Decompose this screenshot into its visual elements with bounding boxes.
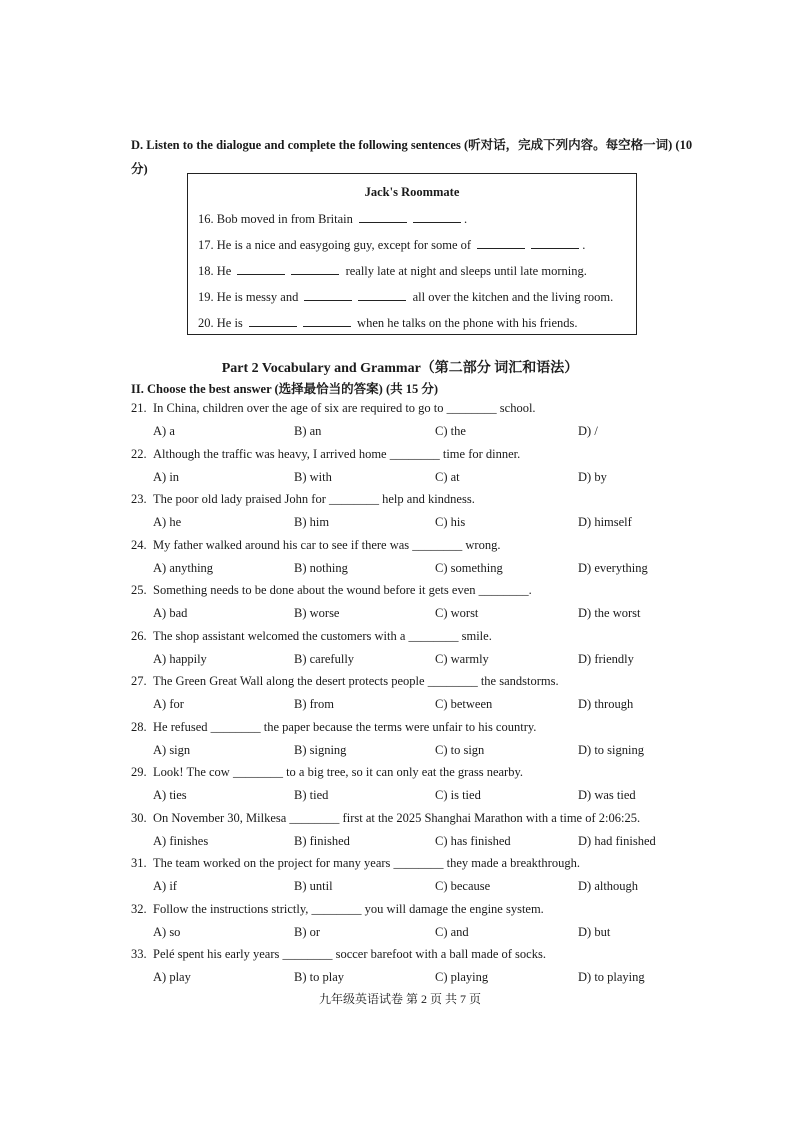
question-number: 32. bbox=[131, 901, 147, 916]
item-number: 20. bbox=[198, 316, 214, 330]
option-row bbox=[153, 652, 673, 672]
question-stem: He refused ________ the paper because the terms were unfair to his country. bbox=[153, 719, 537, 734]
question-number: 21. bbox=[131, 401, 147, 415]
option-row bbox=[153, 788, 673, 808]
item-text-before: Bob moved in from Britain bbox=[216, 212, 353, 226]
answer-option[interactable]: B) nothing bbox=[294, 560, 348, 575]
answer-option[interactable]: C) the bbox=[435, 424, 466, 438]
question-22 bbox=[131, 447, 691, 467]
question-26 bbox=[131, 629, 691, 649]
answer-option[interactable]: D) was tied bbox=[578, 788, 636, 802]
question-stem: On November 30, Milkesa ________ first at the 2025 Shanghai Marathon with a time of 2:06:25. bbox=[153, 810, 641, 825]
answer-option[interactable]: B) or bbox=[294, 924, 321, 939]
answer-option[interactable]: A) so bbox=[153, 924, 181, 939]
section-ii-heading: II. Choose the best answer (选择最恰当的答案) (共 15 分) bbox=[131, 382, 439, 396]
question-number: 30. bbox=[131, 810, 147, 825]
answer-option[interactable]: C) at bbox=[435, 469, 460, 484]
question-number: 31. bbox=[131, 856, 147, 870]
answer-option[interactable]: B) to play bbox=[294, 970, 344, 984]
answer-option[interactable]: C) something bbox=[435, 560, 503, 575]
item-text-before: He is a nice and easygoing guy, except for some of bbox=[216, 238, 472, 252]
answer-option[interactable]: A) bad bbox=[153, 606, 188, 620]
answer-option[interactable]: A) he bbox=[153, 515, 182, 529]
question-number: 23. bbox=[131, 492, 147, 506]
option-row bbox=[153, 424, 673, 444]
answer-option[interactable]: D) the worst bbox=[578, 606, 641, 620]
question-27 bbox=[131, 674, 691, 694]
part2-title: Part 2 Vocabulary and Grammar（第二部分 词汇和语法） bbox=[221, 361, 579, 376]
box-title: Jack's Roommate bbox=[364, 185, 460, 199]
answer-option[interactable]: D) to playing bbox=[578, 970, 645, 984]
question-32 bbox=[131, 902, 691, 922]
answer-option[interactable]: D) everything bbox=[578, 560, 648, 575]
question-stem: Although the traffic was heavy, I arrived home ________ time for dinner. bbox=[153, 446, 521, 461]
question-stem: The poor old lady praised John for ________ help and kindness. bbox=[153, 492, 475, 506]
fill-item-20 bbox=[198, 315, 578, 331]
answer-option[interactable]: C) worst bbox=[435, 606, 479, 620]
fill-item-18 bbox=[198, 263, 587, 279]
answer-option[interactable]: A) happily bbox=[153, 651, 207, 666]
answer-option[interactable]: D) by bbox=[578, 469, 607, 484]
question-25 bbox=[131, 583, 691, 603]
answer-blank[interactable] bbox=[477, 237, 525, 249]
question-stem: The team worked on the project for many years ________ they made a breakthrough. bbox=[153, 856, 580, 870]
question-number: 29. bbox=[131, 765, 147, 779]
question-stem: Follow the instructions strictly, ________ you will damage the engine system. bbox=[153, 901, 544, 916]
answer-option[interactable]: C) because bbox=[435, 879, 491, 893]
option-row bbox=[153, 970, 673, 990]
item-text-before: He bbox=[216, 264, 232, 278]
answer-blank[interactable] bbox=[291, 263, 339, 275]
option-row bbox=[153, 515, 673, 535]
answer-option[interactable]: D) but bbox=[578, 924, 611, 939]
answer-blank[interactable] bbox=[249, 315, 297, 327]
item-text-after: when he talks on the phone with his friends. bbox=[357, 316, 578, 330]
question-23 bbox=[131, 492, 691, 512]
answer-option[interactable]: A) anything bbox=[153, 560, 214, 575]
option-row bbox=[153, 879, 673, 899]
option-row bbox=[153, 743, 673, 763]
answer-blank[interactable] bbox=[237, 263, 285, 275]
answer-option[interactable]: C) his bbox=[435, 515, 466, 529]
question-number: 28. bbox=[131, 719, 147, 734]
answer-option[interactable]: A) ties bbox=[153, 788, 187, 802]
answer-option[interactable]: B) an bbox=[294, 424, 322, 438]
question-29 bbox=[131, 765, 691, 785]
item-number: 19. bbox=[198, 290, 214, 304]
option-row bbox=[153, 834, 673, 854]
option-row bbox=[153, 606, 673, 626]
fill-item-19 bbox=[198, 289, 613, 305]
question-21 bbox=[131, 401, 691, 421]
answer-blank[interactable] bbox=[304, 289, 352, 301]
answer-option[interactable]: B) tied bbox=[294, 788, 329, 802]
item-text-after: all over the kitchen and the living room. bbox=[412, 290, 614, 304]
question-number: 26. bbox=[131, 628, 147, 643]
question-stem: In China, children over the age of six are required to go to ________ school. bbox=[153, 401, 536, 415]
answer-option[interactable]: A) finishes bbox=[153, 833, 209, 848]
answer-option[interactable]: D) had finished bbox=[578, 833, 656, 848]
question-stem: The shop assistant welcomed the customers with a ________ smile. bbox=[153, 628, 492, 643]
answer-option[interactable]: B) until bbox=[294, 879, 333, 893]
fill-item-16 bbox=[198, 211, 467, 227]
answer-blank[interactable] bbox=[359, 211, 407, 223]
question-stem: My father walked around his car to see if there was ________ wrong. bbox=[153, 537, 501, 552]
item-text-before: He is messy and bbox=[216, 290, 299, 304]
answer-option[interactable]: D) himself bbox=[578, 515, 632, 529]
item-text-after: . bbox=[582, 238, 586, 252]
answer-option[interactable]: B) worse bbox=[294, 606, 340, 620]
question-number: 27. bbox=[131, 674, 147, 688]
question-28 bbox=[131, 720, 691, 740]
answer-option[interactable]: A) play bbox=[153, 970, 191, 984]
answer-option[interactable]: C) warmly bbox=[435, 651, 489, 666]
answer-blank[interactable] bbox=[303, 315, 351, 327]
question-30 bbox=[131, 811, 691, 831]
question-stem: The Green Great Wall along the desert protects people ________ the sandstorms. bbox=[153, 674, 559, 688]
answer-option[interactable]: C) and bbox=[435, 924, 469, 939]
answer-option[interactable]: A) for bbox=[153, 697, 184, 711]
question-24 bbox=[131, 538, 691, 558]
answer-blank[interactable] bbox=[358, 289, 406, 301]
answer-option[interactable]: D) / bbox=[578, 424, 598, 438]
answer-blank[interactable] bbox=[413, 211, 461, 223]
answer-option[interactable]: A) if bbox=[153, 879, 177, 893]
question-31 bbox=[131, 856, 691, 876]
answer-option[interactable]: B) finished bbox=[294, 833, 350, 848]
question-number: 33. bbox=[131, 947, 147, 961]
answer-option[interactable]: B) carefully bbox=[294, 651, 355, 666]
answer-option[interactable]: D) although bbox=[578, 879, 639, 893]
fill-item-17 bbox=[198, 237, 585, 253]
item-number: 17. bbox=[198, 238, 214, 252]
question-33 bbox=[131, 947, 691, 967]
answer-option[interactable]: A) in bbox=[153, 469, 180, 484]
section-d-heading: D. Listen to the dialogue and complete the following sentences (听对话，完成下列内容。每空格一词) (10 分) bbox=[131, 138, 693, 176]
answer-option[interactable]: C) between bbox=[435, 697, 493, 711]
question-stem: Look! The cow ________ to a big tree, so it can only eat the grass nearby. bbox=[153, 765, 524, 779]
question-number: 24. bbox=[131, 537, 147, 552]
answer-option[interactable]: D) through bbox=[578, 697, 634, 711]
page-footer: 九年级英语试卷 第 2 页 共 7 页 bbox=[318, 992, 481, 1006]
answer-option[interactable]: C) has finished bbox=[435, 833, 511, 848]
option-row bbox=[153, 925, 673, 945]
answer-option[interactable]: A) sign bbox=[153, 742, 191, 757]
question-stem: Pelé spent his early years ________ soccer barefoot with a ball made of socks. bbox=[153, 947, 546, 961]
item-text-after: . bbox=[463, 212, 468, 226]
answer-option[interactable]: B) from bbox=[294, 697, 334, 711]
item-number: 18. bbox=[198, 264, 214, 278]
question-number: 22. bbox=[131, 446, 147, 461]
item-text-before: He is bbox=[216, 316, 243, 330]
item-number: 16. bbox=[198, 212, 214, 226]
answer-option[interactable]: B) signing bbox=[294, 742, 347, 757]
roommate-box bbox=[187, 173, 637, 335]
option-row bbox=[153, 697, 673, 717]
answer-option[interactable]: C) to sign bbox=[435, 742, 485, 757]
answer-option[interactable]: D) friendly bbox=[578, 651, 634, 666]
answer-option[interactable]: C) is tied bbox=[435, 788, 481, 802]
item-text-after: really late at night and sleeps until late morning. bbox=[345, 264, 587, 278]
answer-option[interactable]: A) a bbox=[153, 424, 175, 438]
answer-option[interactable]: D) to signing bbox=[578, 742, 644, 757]
question-stem: Something needs to be done about the wound before it gets even ________. bbox=[153, 583, 532, 597]
question-number: 25. bbox=[131, 583, 147, 597]
option-row bbox=[153, 561, 673, 581]
option-row bbox=[153, 470, 673, 490]
answer-option[interactable]: B) him bbox=[294, 515, 330, 529]
answer-blank[interactable] bbox=[531, 237, 579, 249]
answer-option[interactable]: C) playing bbox=[435, 970, 489, 984]
answer-option[interactable]: B) with bbox=[294, 469, 332, 484]
